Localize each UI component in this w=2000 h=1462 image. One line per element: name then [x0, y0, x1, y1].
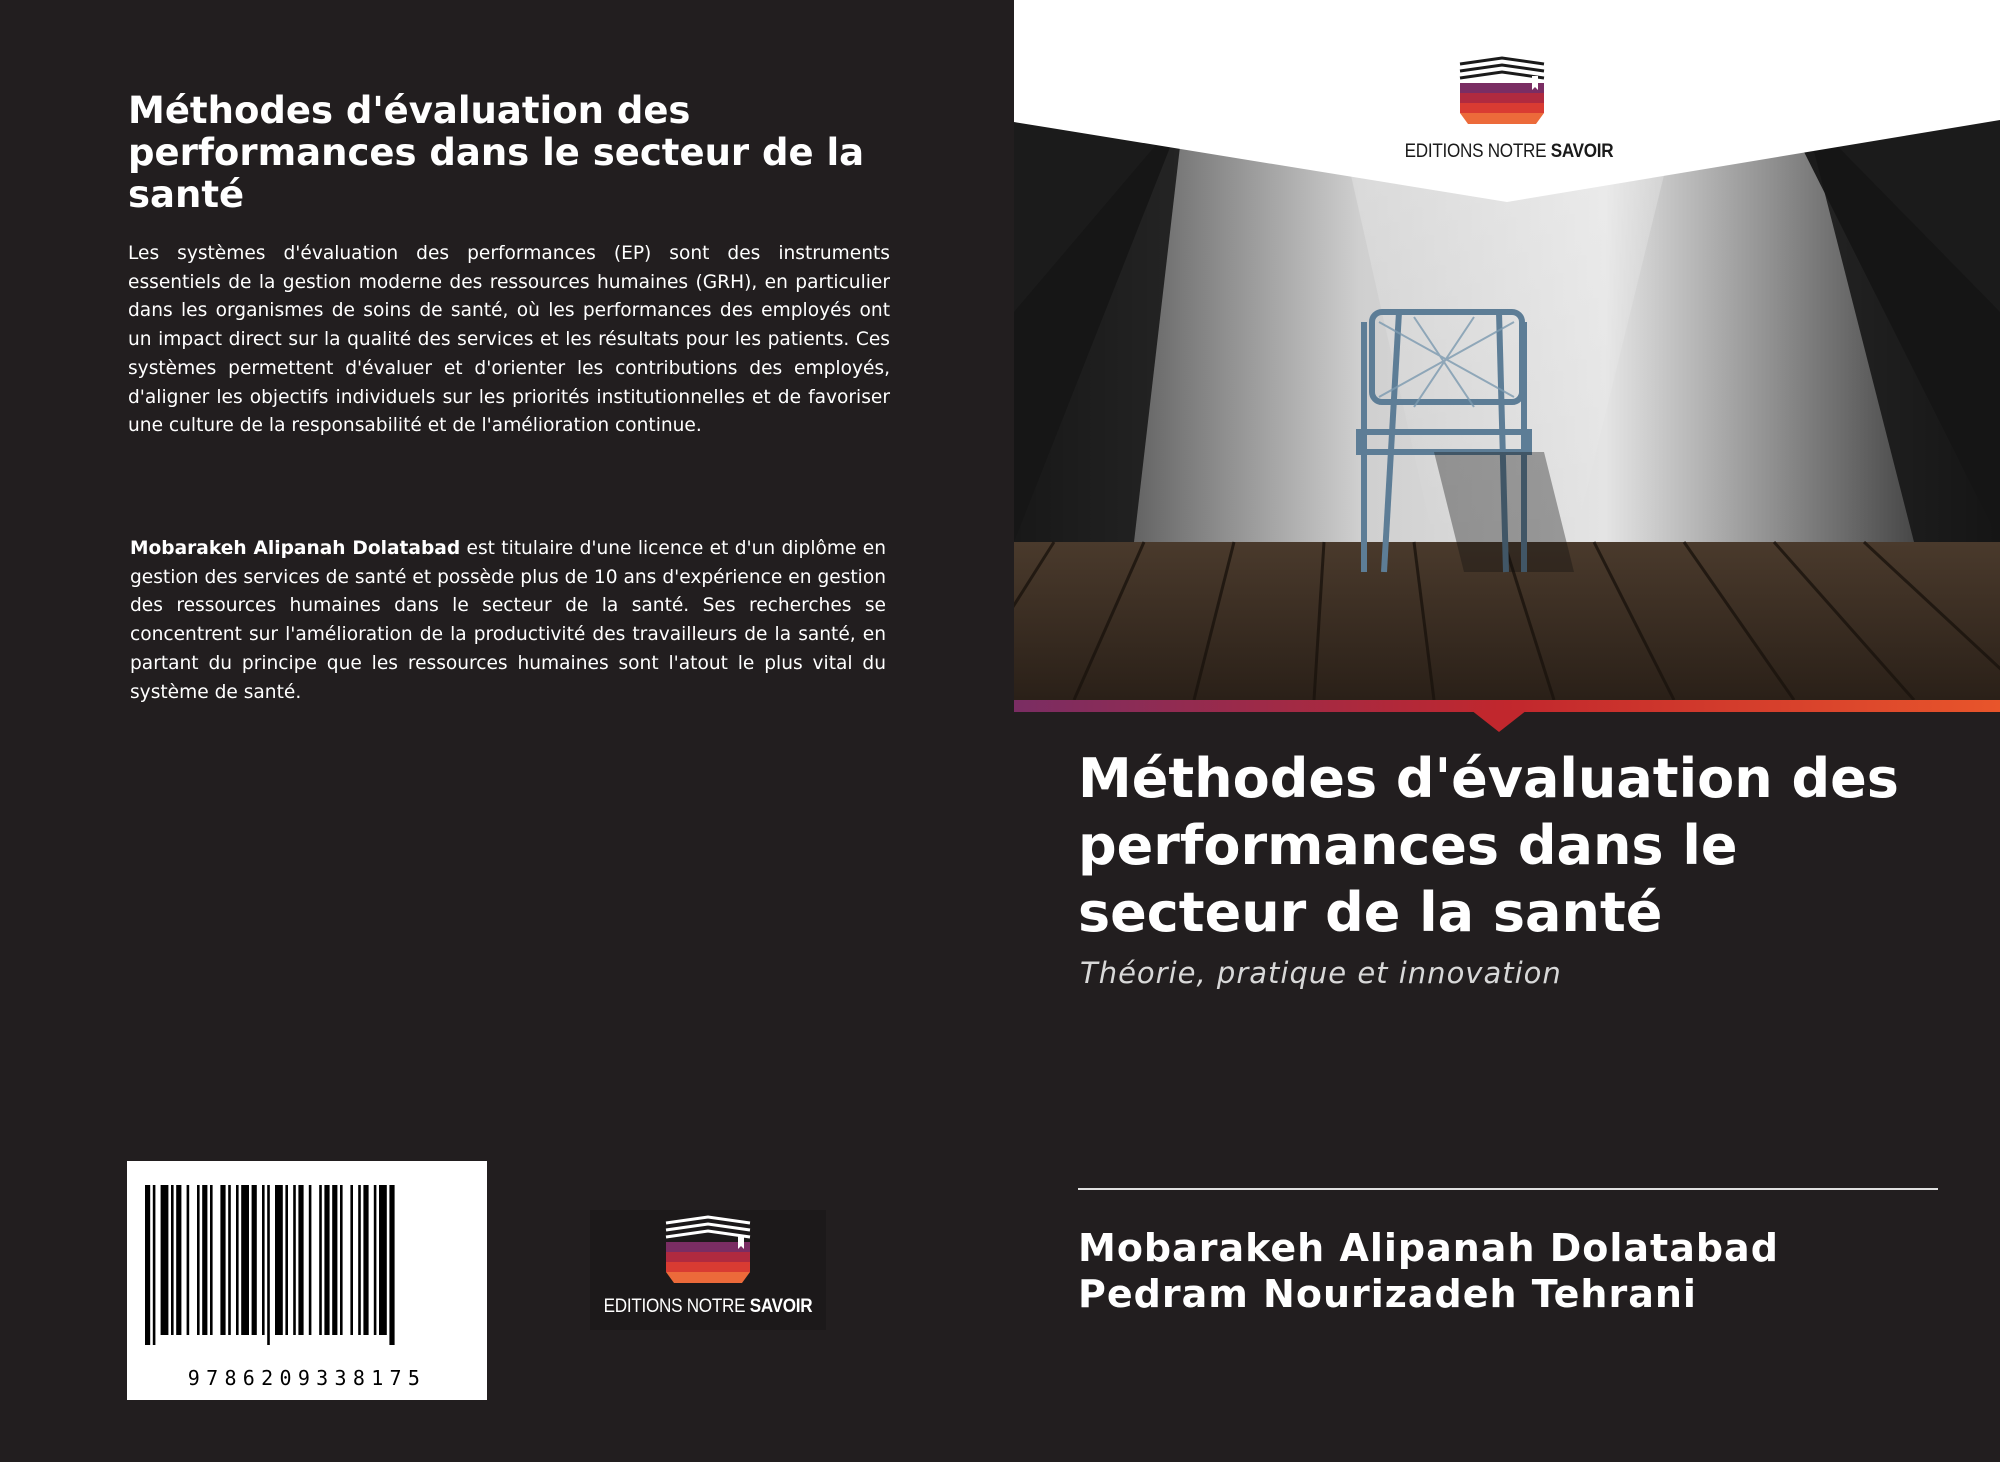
- front-publisher-logo: [1264, 54, 1754, 174]
- author-bio: [130, 535, 886, 707]
- barcode-bar: [340, 1185, 343, 1335]
- author-bio-name: Mobarakeh Alipanah Dolatabad: [130, 538, 461, 559]
- front-cover-subtitle: Théorie, pratique et innovation: [1080, 956, 1562, 990]
- accent-pointer: [1471, 710, 1527, 732]
- author-bio-text: est titulaire d'une licence et d'un diplôme en gestion des services de santé et possède plus de 10 ans d'expérience en gestion des ressources humaines dans le secteur de la santé. Ses recherches se concentrent sur l'amélioration de la productivité des travailleurs de la santé, en partant du principe que les ressources humaines sont l'atout le plus vital du système de santé.: [130, 538, 886, 703]
- front-cover-title: Méthodes d'évaluation des performances dans le secteur de la santé: [1078, 747, 1899, 944]
- author-name-1: Mobarakeh Alipanah Dolatabad: [1078, 1226, 1779, 1270]
- barcode-bar: [324, 1185, 329, 1335]
- back-cover-blurb: Les systèmes d'évaluation des performances (EP) sont des instruments essentiels de la gestion moderne des ressources humaines (GRH), en particulier dans les organismes de soins de santé, où les performances des employés ont un impact direct sur la qualité des services et les résultats pour les patients. Ces systèmes permettent d'évaluer et d'orienter les contributions des employés, d'aligner les objectifs individuels sur les priorités institutionnelles et de favoriser une culture de la responsabilité et de l'amélioration continue.: [128, 243, 890, 437]
- barcode-bar: [298, 1185, 303, 1335]
- barcode-bar: [358, 1185, 361, 1335]
- isbn-barcode: [127, 1161, 487, 1400]
- barcode-bar: [319, 1185, 322, 1335]
- back-publisher-logo: [590, 1210, 826, 1330]
- barcode-bar: [374, 1185, 377, 1335]
- barcode-bars: [145, 1185, 469, 1345]
- isbn-digits: 9786209338175: [187, 1366, 427, 1390]
- barcode-bar: [379, 1185, 387, 1335]
- barcode-bar: [267, 1185, 270, 1345]
- barcode-bar: [197, 1185, 200, 1335]
- barcode-bar: [176, 1185, 181, 1335]
- barcode-bar: [285, 1185, 288, 1335]
- barcode-bar: [210, 1185, 213, 1335]
- barcode-bar: [350, 1185, 353, 1335]
- front-cover: [1014, 12, 2000, 1462]
- stacked-book-icon: [662, 1213, 754, 1289]
- barcode-bar: [293, 1185, 296, 1335]
- barcode-bar: [363, 1185, 368, 1335]
- barcode-bar: [309, 1185, 312, 1335]
- author-divider: [1078, 1188, 1938, 1190]
- barcode-bar: [332, 1185, 337, 1335]
- author-name-2: Pedram Nourizadeh Tehrani: [1078, 1272, 1697, 1316]
- barcode-bar: [236, 1185, 239, 1335]
- barcode-bar: [171, 1185, 174, 1335]
- barcode-bar: [252, 1185, 257, 1335]
- back-cover-title: Méthodes d'évaluation des performances dans le secteur de la santé: [128, 89, 865, 216]
- barcode-bar: [153, 1185, 156, 1345]
- publisher-name: EDITIONS NOTRE SAVOIR: [603, 1296, 813, 1317]
- barcode-bar: [161, 1185, 169, 1335]
- barcode-bar: [228, 1185, 231, 1335]
- barcode-bar: [262, 1185, 265, 1335]
- barcode-bar: [145, 1185, 150, 1345]
- barcode-bar: [187, 1185, 190, 1335]
- barcode-bar: [241, 1185, 249, 1335]
- barcode-bar: [202, 1185, 207, 1335]
- publisher-name: EDITIONS NOTRE SAVOIR: [1404, 141, 1614, 162]
- stacked-book-icon: [1456, 54, 1548, 130]
- barcode-bar: [389, 1185, 394, 1345]
- barcode-bar: [220, 1185, 225, 1335]
- barcode-bar: [275, 1185, 283, 1335]
